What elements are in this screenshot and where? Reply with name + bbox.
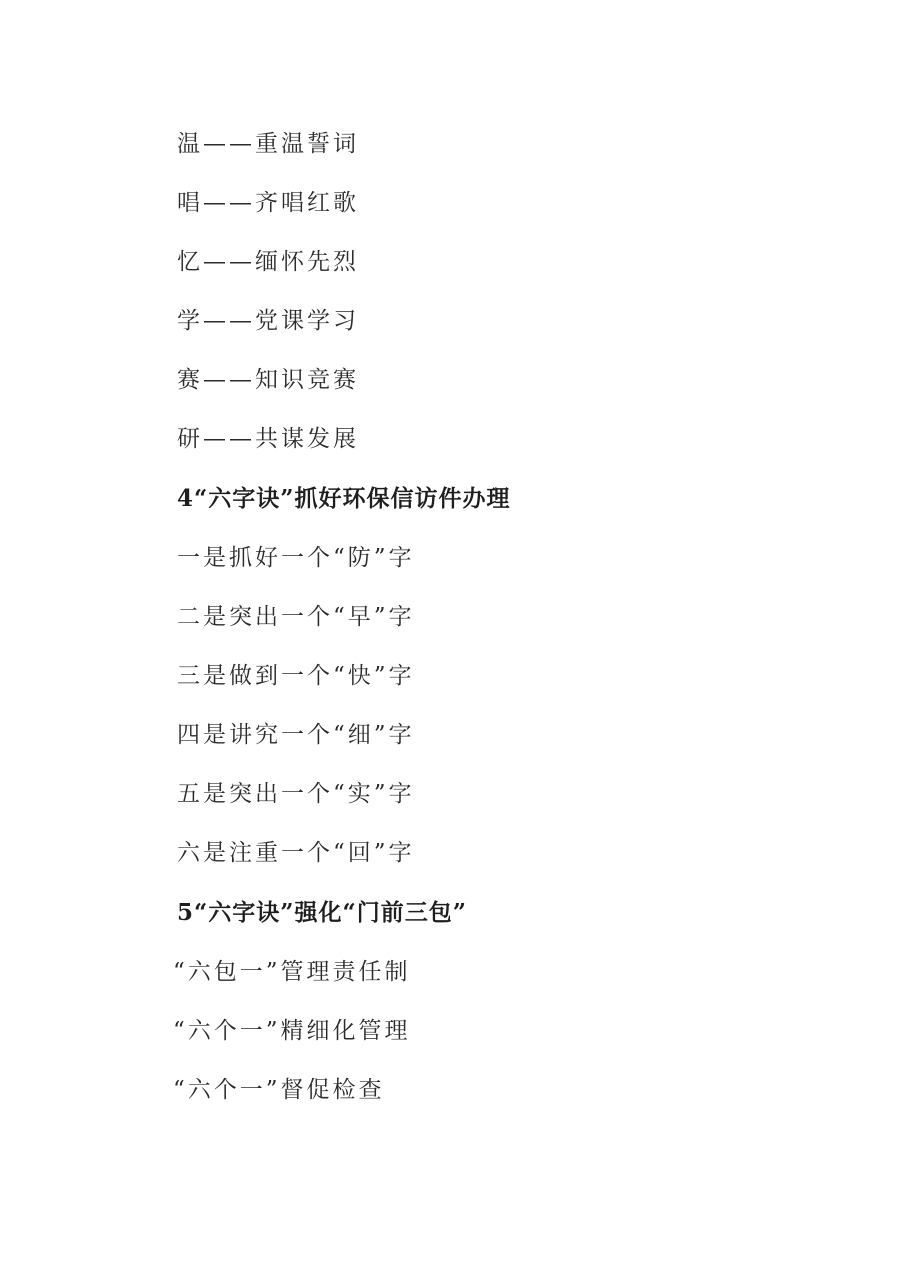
section-heading: 5“六字诀”强化“门前三包” bbox=[177, 899, 467, 926]
list-item: 三是做到一个“快”字 bbox=[177, 663, 415, 689]
list-item: 赛——知识竞赛 bbox=[177, 367, 359, 393]
list-item: 四是讲究一个“细”字 bbox=[177, 722, 415, 748]
list-item: “六个一”精细化管理 bbox=[173, 1018, 411, 1044]
list-item: 六是注重一个“回”字 bbox=[177, 840, 415, 866]
list-item: 唱——齐唱红歌 bbox=[177, 190, 359, 216]
list-item: 五是突出一个“实”字 bbox=[177, 781, 415, 807]
list-item: 温——重温誓词 bbox=[177, 131, 359, 157]
list-item: “六个一”督促检查 bbox=[173, 1077, 385, 1103]
list-item: 学——党课学习 bbox=[177, 308, 359, 334]
list-item: 研——共谋发展 bbox=[177, 426, 359, 452]
list-item: 一是抓好一个“防”字 bbox=[177, 545, 415, 571]
list-item: 二是突出一个“早”字 bbox=[177, 604, 415, 630]
list-item: “六包一”管理责任制 bbox=[173, 959, 411, 985]
section-heading: 4“六字诀”抓好环保信访件办理 bbox=[177, 485, 511, 512]
list-item: 忆——缅怀先烈 bbox=[177, 249, 359, 275]
